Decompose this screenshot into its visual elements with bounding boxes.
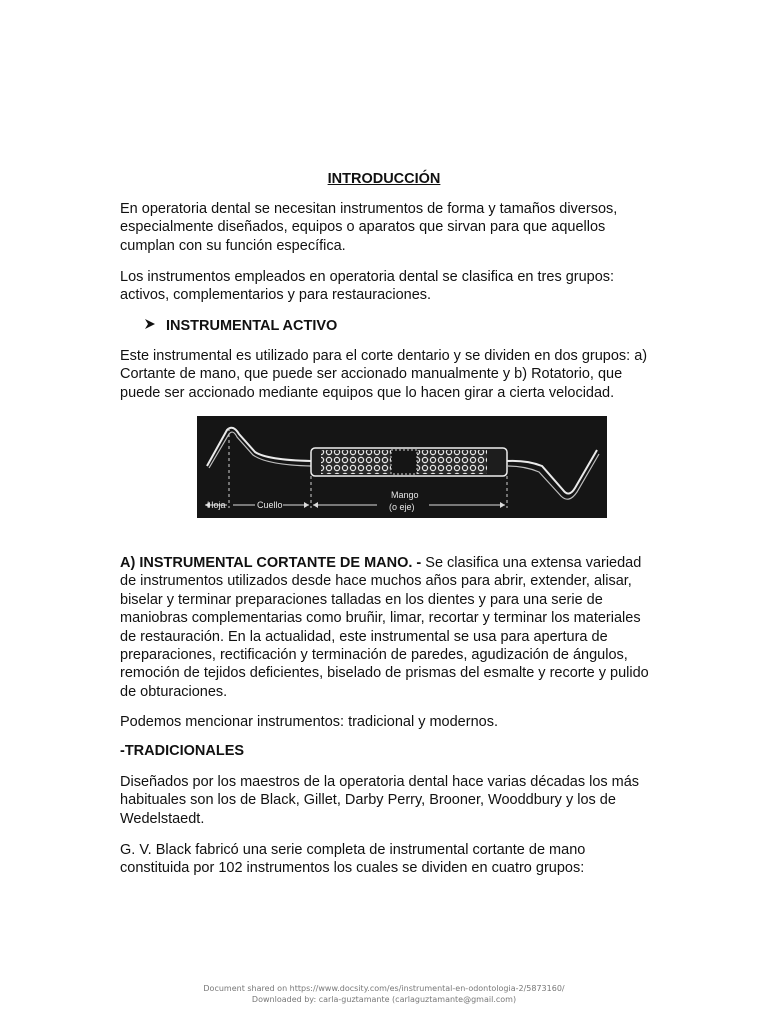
instruments-mention-paragraph: Podemos mencionar instrumentos: tradicional y modernos. [120,714,498,730]
label-cuello: Cuello [257,500,283,510]
instrumental-activo-paragraph: Este instrumental es utilizado para el corte dentario y se dividen en dos grupos: a) Cortante de mano, que puede ser accionado manualmente y b) Rotatorio, que puede ser accionado mediante equipos que lo hacen girar a cierta velocidad. [120,348,648,401]
section-a-paragraph [120,554,650,701]
label-o-eje: (o eje) [389,502,415,512]
bullet-heading [144,318,337,334]
arrowhead-bullet-icon [144,318,156,334]
download-footer [0,983,768,1005]
section-a-heading: A) INSTRUMENTAL CORTANTE DE MANO. - [120,555,422,571]
tradicionales-heading: -TRADICIONALES [120,743,245,759]
section-a-body: Se clasifica una extensa variedad de instrumentos utilizados desde hace muchos años para abrir, extender, alisar, biselar y terminar preparaciones talladas en los dientes y para una serie de maniobras complementarias como bruñir, limar, recortar y terminar los materiales de restauración. En la actualidad, este instrumental se usa para apertura de preparaciones, rectificación y terminación de paredes, agudización de ángulos, remoción de tejidos deficientes, biselado de prismas del esmalte y recorte y pulido de obturaciones. [120,555,649,700]
label-mango: Mango [391,490,419,500]
groups-paragraph: Los instrumentos empleados en operatoria dental se clasifica en tres grupos: activos, complementarios y para restauraciones. [120,269,615,304]
bullet-heading-text: INSTRUMENTAL ACTIVO [166,318,338,334]
instrument-diagram [197,416,607,518]
footer-downloaded-line: Downloaded by: carla-guztamante (carlaguztamante@gmail.com) [251,995,517,1004]
black-series-paragraph: G. V. Black fabricó una serie completa de instrumental cortante de mano constituida por 102 instrumentos los cuales se dividen en cuatro grupos: [120,842,586,877]
label-hoja: Hoja [207,500,226,510]
page-title: INTRODUCCIÓN [327,171,441,187]
tradicionales-paragraph: Diseñados por los maestros de la operatoria dental hace varias décadas los más habituales son los de Black, Gillet, Darby Perry, Brooner, Wooddbury y los de Wedelstaedt. [120,774,640,827]
intro-paragraph: En operatoria dental se necesitan instrumentos de forma y tamaños diversos, especialmente diseñados, equipos o aparatos que sirvan para que aquellos cumplan con su función específica. [120,201,618,254]
footer-shared-line: Document shared on https://www.docsity.com/es/instrumental-en-odontologia-2/5873160/ [203,984,565,993]
